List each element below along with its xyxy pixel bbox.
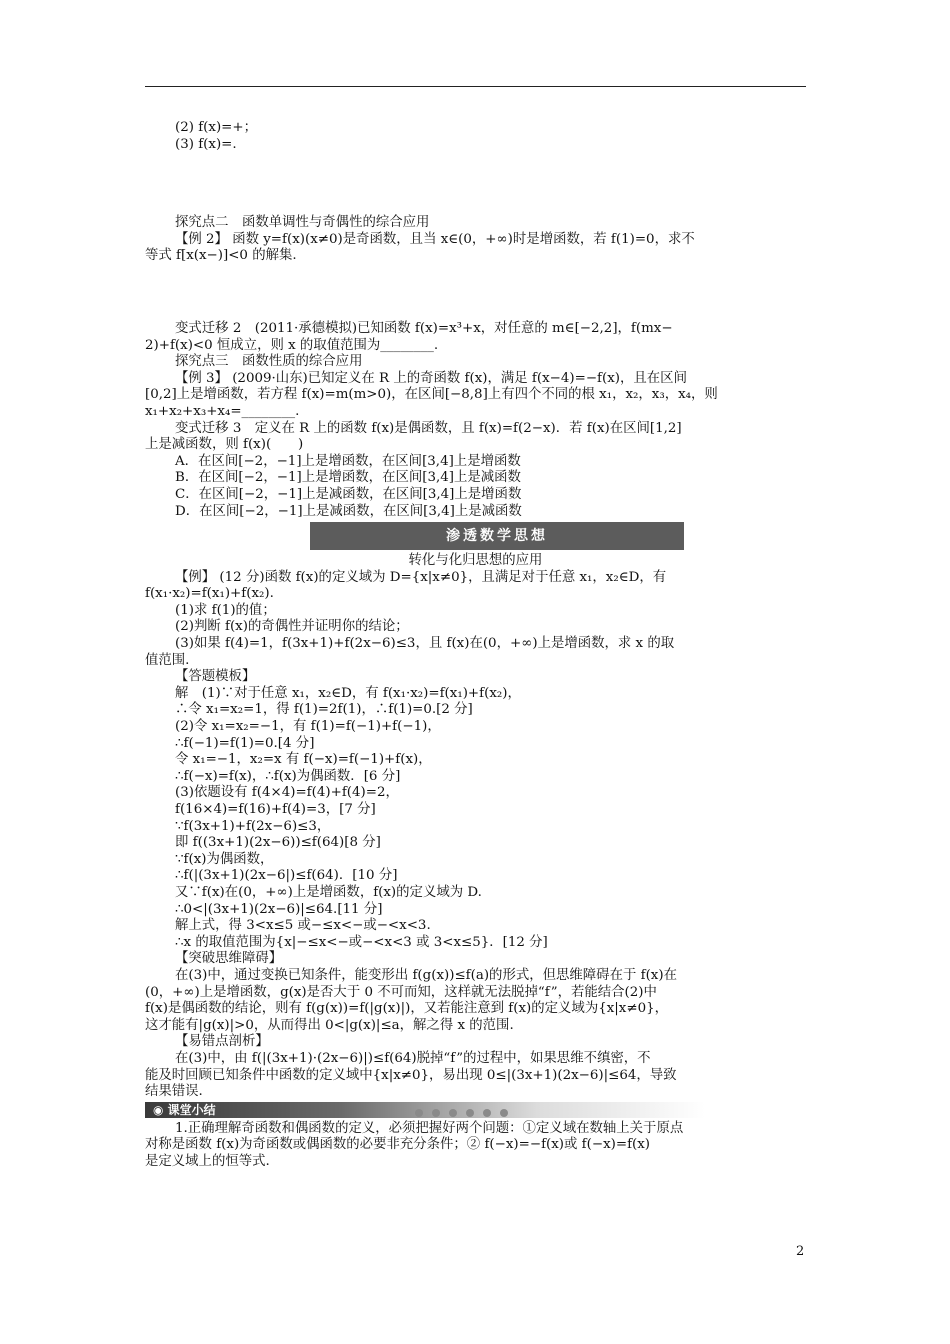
section-banner: 渗透数学思想 xyxy=(310,522,684,550)
breakthrough-line: 在(3)中，通过变换已知条件，能变形出 f(g(x))≤f(a)的形式，但思维障碍在于 f(x)在 xyxy=(175,967,677,983)
answer-line: ∴f(−1)=f(1)=0.[4 分] xyxy=(175,735,315,751)
answer-line: (2)令 x₁=x₂=−1，有 f(1)=f(−1)+f(−1)， xyxy=(175,719,441,735)
decorative-dots-icon xyxy=(415,1106,517,1123)
header-rule xyxy=(145,86,806,87)
answer-heading: 【答题模板】 xyxy=(175,669,256,685)
answer-line: ∴f(|(3x+1)(2x−6|)≤f(64)．[10 分] xyxy=(175,868,398,884)
answer-line: ∵f(3x+1)+f(2x−6)≤3， xyxy=(175,818,331,834)
example-text: 【例】 (12 分)函数 f(x)的定义域为 D={x|x≠0}，且满足对于任意 x₁，x₂∈D，有 xyxy=(175,569,667,585)
example-part: (2)判断 f(x)的奇偶性并证明你的结论； xyxy=(175,619,409,635)
answer-line: f(16×4)=f(16)+f(4)=3，[7 分] xyxy=(175,802,376,817)
page-number: 2 xyxy=(796,1244,805,1259)
example-part: (1)求 f(1)的值； xyxy=(175,602,276,618)
example-3-text: x₁+x₂+x₃+x₄=________. xyxy=(145,403,300,419)
section-heading-explore-2: 探究点二 函数单调性与奇偶性的综合应用 xyxy=(175,215,430,231)
section-heading-explore-3: 探究点三 函数性质的综合应用 xyxy=(175,354,363,370)
breakthrough-heading: 【突破思维障碍】 xyxy=(175,951,283,967)
summary-line: 1.正确理解奇函数和偶函数的定义，必须把握好两个问题：①定义域在数轴上关于原点 xyxy=(175,1120,684,1136)
error-line: 在(3)中，由 f(|(3x+1)·(2x−6)|)≤f(64)脱掉“f”的过程中，如果思维不缜密，不 xyxy=(175,1050,651,1066)
example-2-text: 【例 2】 函数 y=f(x)(x≠0)是奇函数，且当 x∈(0，+∞)时是增函数，若 f(1)=0，求不 xyxy=(175,231,695,247)
answer-line: ∵f(x)为偶函数， xyxy=(175,851,274,867)
text-line: (3) f(x)=. xyxy=(175,136,237,152)
breakthrough-line: 这才能有|g(x)|>0，从而得出 0<|g(x)|≤a，解之得 x 的范围. xyxy=(145,1017,514,1033)
answer-line: 即 f((3x+1)(2x−6))≤f(64)[8 分] xyxy=(175,835,381,851)
answer-line: ∴f(−x)=f(x)，∴f(x)为偶函数．[6 分] xyxy=(175,768,401,784)
breakthrough-line: (0，+∞)上是增函数，g(x)是否大于 0 不可而知，这样就无法脱掉“f”，若能结合(2)中 xyxy=(145,984,657,1000)
variant-3-text: 变式迁移 3 定义在 R 上的函数 f(x)是偶函数，且 f(x)=f(2−x)．若 f(x)在区间[1,2] xyxy=(175,420,682,436)
section-subheading: 转化与化归思想的应用 xyxy=(408,553,543,569)
option-d: D．在区间[−2，−1]上是减函数，在区间[3,4]上是减函数 xyxy=(175,503,522,519)
variant-2-text: 变式迁移 2 (2011·承德模拟)已知函数 f(x)=x³+x，对任意的 m∈[−2,2]，f(mx− xyxy=(175,320,673,336)
example-part: (3)如果 f(4)=1，f(3x+1)+f(2x−6)≤3，且 f(x)在(0，+∞)上是增函数，求 x 的取 xyxy=(175,636,675,652)
summary-bar xyxy=(145,1102,705,1118)
example-text: f(x₁·x₂)=f(x₁)+f(x₂). xyxy=(145,586,274,602)
variant-2-text: 2)+f(x)<0 恒成立，则 x 的取值范围为________. xyxy=(145,337,439,353)
document-body xyxy=(145,120,806,1170)
example-3-text: [0,2]上是增函数，若方程 f(x)=m(m>0)，在区间[−8,8]上有四个不同的根 x₁，x₂，x₃，x₄，则 xyxy=(145,387,718,403)
option-a: A．在区间[−2，−1]上是增函数，在区间[3,4]上是增函数 xyxy=(175,453,521,469)
example-part: 值范围. xyxy=(145,652,190,668)
variant-3-text: 上是减函数，则 f(x)( ) xyxy=(145,437,304,453)
answer-line: ∴0<|(3x+1)(2x−6)|≤64.[11 分] xyxy=(175,901,383,917)
breakthrough-line: f(x)是偶函数的结论，则有 f(g(x))=f(|g(x)|)，又若能注意到 f(x)的定义域为{x|x≠0}， xyxy=(145,1001,668,1017)
example-3-text: 【例 3】 (2009·山东)已知定义在 R 上的奇函数 f(x)，满足 f(x−4)=−f(x)，且在区间 xyxy=(175,370,687,386)
error-line: 能及时回顾已知条件中函数的定义域中{x|x≠0}，易出现 0≤|(3x+1)(2x−6)|≤64，导致 xyxy=(145,1067,677,1083)
error-heading: 【易错点剖析】 xyxy=(175,1034,269,1050)
text-line: (2) f(x)=+； xyxy=(175,120,258,135)
example-2-text: 等式 f[x(x−)]<0 的解集. xyxy=(145,248,297,264)
summary-line: 是定义域上的恒等式. xyxy=(145,1153,270,1169)
option-b: B．在区间[−2，−1]上是增函数，在区间[3,4]上是减函数 xyxy=(175,470,521,486)
answer-line: (3)依题设有 f(4×4)=f(4)+f(4)=2， xyxy=(175,785,399,801)
answer-line: ∴x 的取值范围为{x|−≤x<−或−<x<3 或 3<x≤5}．[12 分] xyxy=(175,934,548,950)
error-line: 结果错误. xyxy=(145,1084,203,1100)
answer-line: 解上式，得 3<x≤5 或−≤x<−或−<x<3. xyxy=(175,918,431,934)
answer-line: ∴令 x₁=x₂=1，得 f(1)=2f(1)，∴f(1)=0.[2 分] xyxy=(175,702,473,718)
option-c: C．在区间[−2，−1]上是减函数，在区间[3,4]上是增函数 xyxy=(175,486,522,502)
answer-line: 又∵f(x)在(0，+∞)上是增函数，f(x)的定义域为 D. xyxy=(175,884,482,900)
answer-line: 令 x₁=−1，x₂=x 有 f(−x)=f(−1)+f(x)， xyxy=(175,752,432,768)
summary-line: 对称是函数 f(x)为奇函数或偶函数的必要非充分条件；② f(−x)=−f(x)或 f(−x)=f(x) xyxy=(145,1137,651,1153)
answer-line: 解 (1)∵对于任意 x₁，x₂∈D，有 f(x₁·x₂)=f(x₁)+f(x₂)， xyxy=(175,685,521,701)
summary-label: ◉ 课堂小结 xyxy=(153,1102,216,1117)
